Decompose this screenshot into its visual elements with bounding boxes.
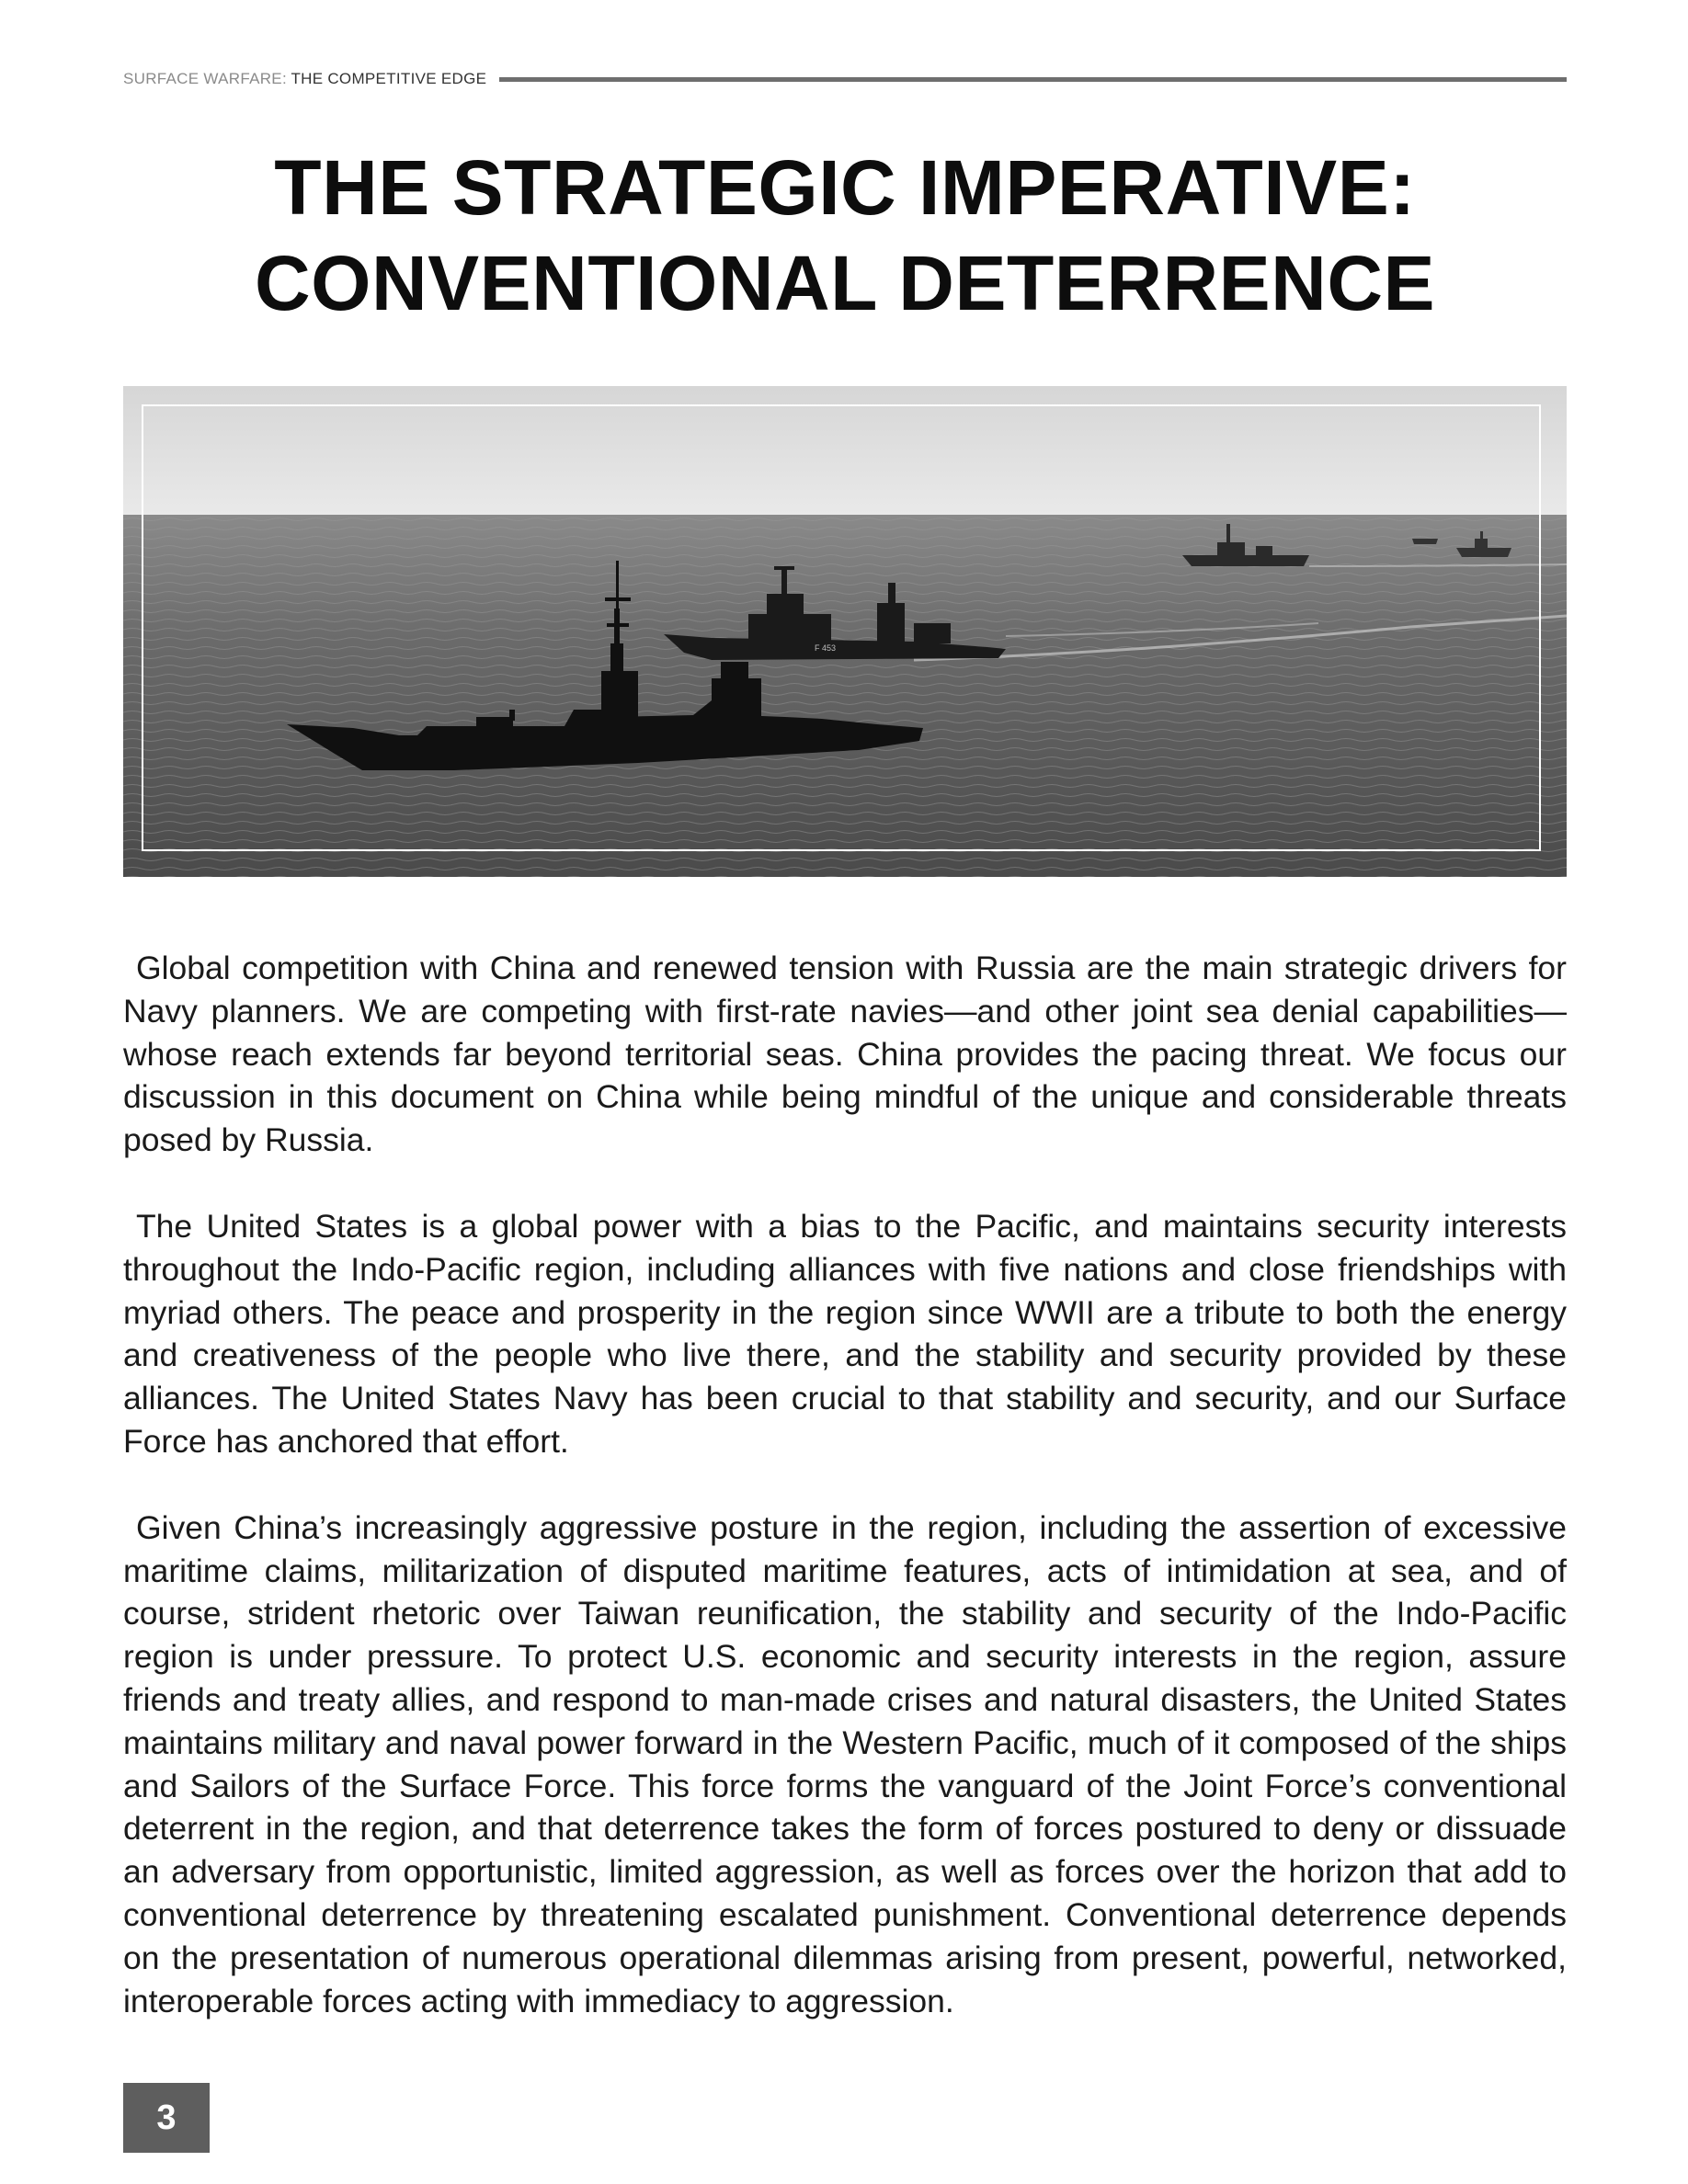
paragraph-2: The United States is a global power with a bias to the Pacific, and maintains security interests throughout the Indo-Pacific region, including alliances with five nations and close friendships with myriad others. The peace and prosperity in the region since WWII are a tribute to both the energy and creativeness of the people who live there, and the stability and security provided by these alliances. The United States Navy has been crucial to that stability and security, and our Surface Force has anchored that effort. (123, 1207, 1567, 1460)
page-number: 3 (123, 2083, 210, 2153)
paragraph-1: Global competition with China and renewed tension with Russia are the main strategic drivers for Navy planners. We are competing with first-rate navies—and other joint sea denial capabilities—whose reach extends far beyond territorial seas. China provides the pacing threat. We focus our discussion in this document on China while being mindful of the unique and considerable threats posed by Russia. (123, 950, 1567, 1159)
sky (123, 386, 1567, 515)
page-title-line-1: THE STRATEGIC IMPERATIVE: (274, 144, 1416, 231)
running-header-section: SURFACE WARFARE: (123, 70, 287, 87)
running-header (123, 68, 1567, 90)
warships-at-sea-image (123, 386, 1567, 877)
hull-number: F 453 (815, 643, 837, 653)
hero-photo (123, 386, 1567, 877)
page-title-line-2: CONVENTIONAL DETERRENCE (254, 240, 1436, 326)
running-header-title: THE COMPETITIVE EDGE (291, 70, 487, 87)
paragraph-3: Given China’s increasingly aggressive posture in the region, including the assertion of excessive maritime claims, militarization of disputed maritime features, acts of intimidation at sea, and of course, strident rhetoric over Taiwan reunification, the stability and security of the Indo-Pacific region is under pressure. To protect U.S. economic and security interests in the region, assure friends and treaty allies, and respond to man-made crises and natural disasters, the United States maintains military and naval power forward in the Western Pacific, much of it composed of the ships and Sailors of the Surface Force. This force forms the vanguard of the Joint Force’s conventional deterrent in the region, and that deterrence takes the form of forces postured to deny or dissuade an adversary from opportunistic, limited aggression, as well as forces over the horizon that add to conventional deterrence by threatening escalated punishment. Conventional deterrence depends on the presentation of numerous operational dilemmas arising from present, powerful, networked, interoperable forces acting with immediacy to aggression. (123, 1508, 1567, 2019)
page-title (123, 140, 1567, 331)
header-rule (499, 77, 1567, 82)
body-text (123, 947, 1567, 2065)
